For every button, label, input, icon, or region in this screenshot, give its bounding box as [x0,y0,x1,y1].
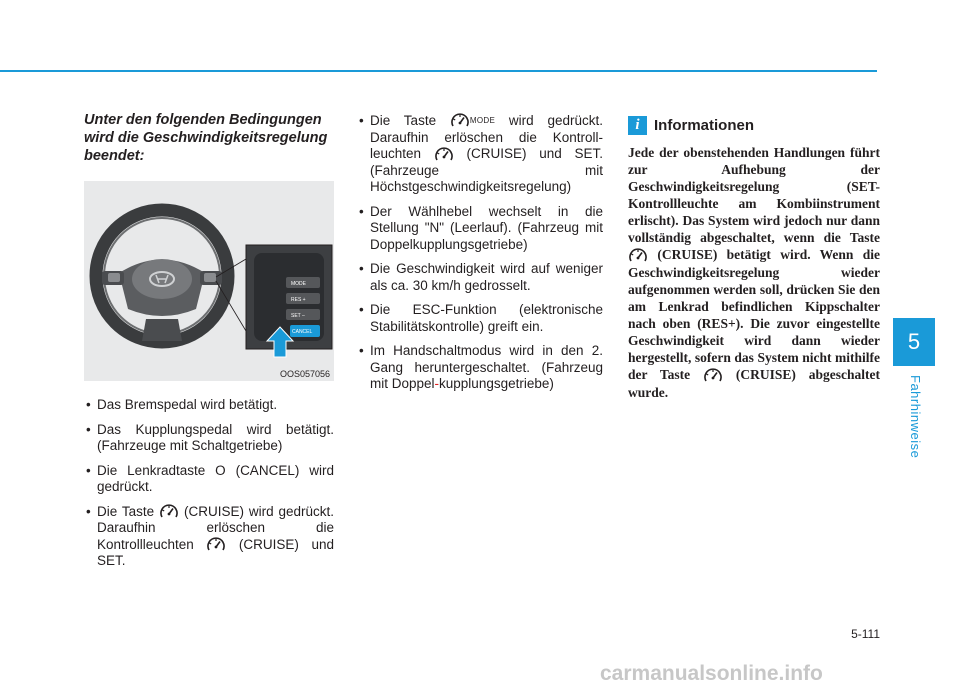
column-middle [357,113,603,401]
top-rule [0,70,877,72]
chapter-tab [893,318,935,366]
list-item: • Das Kupplungspedal wird betätigt. (Fahrzeuge mit Schaltgetriebe) [84,422,334,455]
info-header [628,116,880,135]
steering-wheel-illustration [84,181,334,381]
list-item: • Im Handschaltmodus wird in den 2. Gang heruntergeschaltet. (Fahrzeug mit Doppel-kupplungsgetriebe) [357,343,603,393]
info-text: Jede der obenstehenden Handlungen führt zur Aufhebung der Geschwindigkeitsregelung (SET-Kontrollleuchte am Kombiinstrument erlischt). Das System wird jedoch nur dann vollständig abgeschaltet, wenn die Taste (CRUISE) betätigt wird. Wenn die Geschwindigkeitsregelung wieder aufgenommen werden soll, drücken Sie den am Lenkrad befindlichen Kippschalter nach oben (RES+). Die zuvor eingestellte Geschwindigkeit wird dann wieder hergestellt, sofern das System nicht mithilfe der Taste (CRUISE) abgeschaltet wurde. [628,145,881,400]
info-title: Informationen [654,117,754,134]
info-box [628,116,880,401]
cruise-icon [434,147,454,163]
watermark: carmanualsonline.info [600,662,823,685]
cruise-icon [206,537,226,553]
cruise-icon [628,248,648,264]
cancel-button-label: CANCEL [292,329,313,335]
list-item: • Die Taste (CRUISE) wird gedrückt. Daraufhin erlöschen die Kontrollleuchten (CRUISE) und SET. [84,504,334,570]
mode-icon [450,113,470,129]
cruise-icon [159,504,179,520]
cruise-icon [703,368,723,384]
chapter-number: 5 [907,329,921,354]
mode-button-label: MODE [291,281,306,287]
list-item: • Das Bremspedal wird betätigt. [84,397,334,414]
mode-label: MODE [469,116,496,126]
soft-hyphen: - [434,376,440,392]
column-left [84,111,334,578]
list-item: • Die Lenkradtaste O (CANCEL) wird gedrückt. [84,463,334,496]
figure-caption: OOS057056 [279,369,330,379]
steering-wheel-figure [84,181,334,381]
list-item: • Die ESC-Funktion (elektronische Stabilitätskontrolle) greift ein. [357,302,603,335]
list-item: • Die Geschwindigkeit wird auf weniger als ca. 30 km/h gedrosselt. [357,261,603,294]
section-heading: Unter den folgenden Bedingungen wird die Geschwindigkeitsregelung beendet: [84,112,328,164]
list-item: • Der Wählhebel wechselt in die Stellung "N" (Leerlauf). (Fahrzeug mit Doppelkupplungsgetriebe) [357,204,603,254]
chapter-title: Fahrhinweise [908,375,923,459]
conditions-list-left [84,397,334,570]
conditions-list-middle [357,113,603,393]
page-number: 5-111 [851,627,880,641]
info-icon: i [628,116,647,135]
set-button-label: SET – [291,313,305,319]
res-button-label: RES + [291,297,306,303]
list-item: • Die Taste MODE wird gedrückt. Daraufhin erlöschen die Kontroll-leuchten (CRUISE) und SET. (Fahrzeuge mit Höchstgeschwindigkeitsregelung) [357,113,603,196]
